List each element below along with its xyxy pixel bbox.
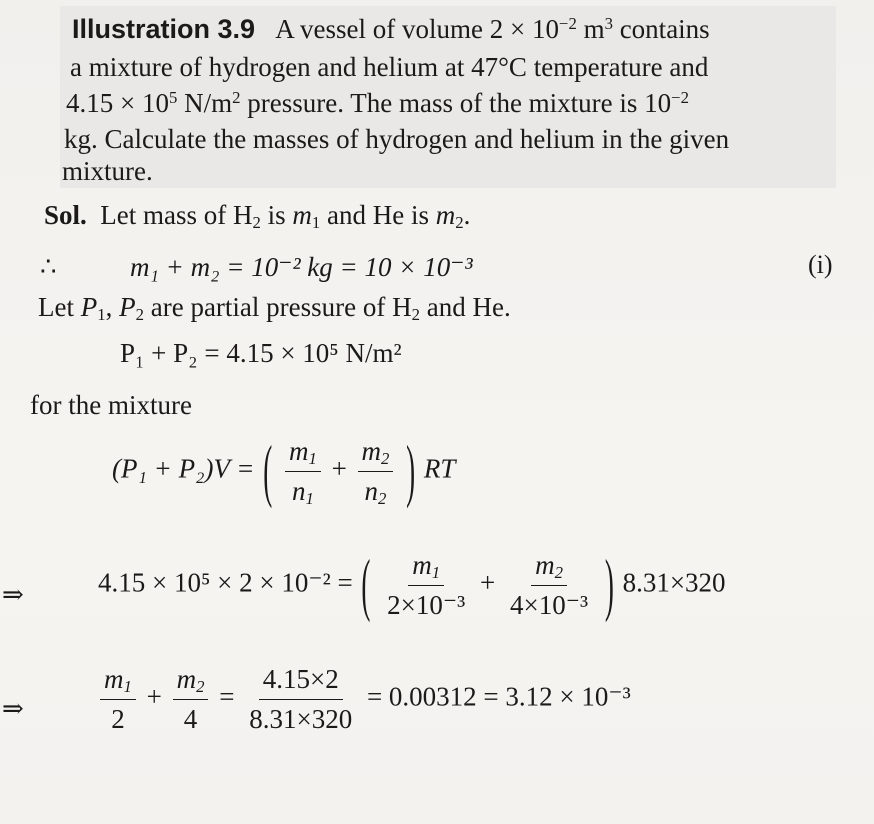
illustration-line-3: $4.15 \times 10^5$ $N/m^2$ pressure. The mass of the mixture is $10^{-2}$ <box>66 87 689 118</box>
illustration-line-4: kg. Calculate the masses of hydrogen and helium in the given <box>64 124 730 154</box>
solution-line-1: Sol. Let mass of $H_2$ is $m_1$ and He is $m_2$. <box>44 200 471 233</box>
equation-1: m₁ + m₂ = 10⁻² kg = 10 × 10⁻³ <box>130 252 473 282</box>
solution-line-3: for the mixture <box>30 390 192 420</box>
equation-1-tag: (i) <box>808 250 833 279</box>
solution-label: Sol. <box>44 200 87 230</box>
equation-2: P₁ + P₂ = 4.15 × 10⁵ N/m² <box>120 338 402 368</box>
implies-arrow-2: ⇒ <box>2 694 24 723</box>
illustration-line-2: a mixture of hydrogen and helium at 47°C temperature and <box>70 52 709 82</box>
therefore-symbol: ∴ <box>40 252 57 281</box>
solution-line-2: Let $P_1$, $P_2$ are partial pressure of $H_2$ and He. <box>38 292 511 325</box>
equation-4: 4.15 × 10⁵ × 2 × 10⁻² = ( $\frac{m_1}{\text{2×10⁻³}}$ + $\frac{m_2}{\text{4×10⁻³}}$ ) 8.31×320 <box>98 545 726 624</box>
illustration-line-5: mixture. <box>62 156 153 186</box>
equation-5: $\frac{m_1}{2}$ + $\frac{m_2}{4}$ = $\frac{4.15\times 2}{8.31\times 320}$ = 0.00312 = 3.12 × 10⁻³ <box>96 664 631 735</box>
implies-arrow-1: ⇒ <box>2 580 24 609</box>
equation-3: (P₁ + P₂)V = ( $\frac{m_1}{n_1}$ + $\frac{m_2}{n_2}$ ) RT <box>112 431 456 510</box>
illustration-line-1: Illustration 3.9 A vessel of volume $2 \times 10^{-2}$ $m^3$ contains <box>72 13 710 44</box>
illustration-label: Illustration 3.9 <box>72 14 256 44</box>
